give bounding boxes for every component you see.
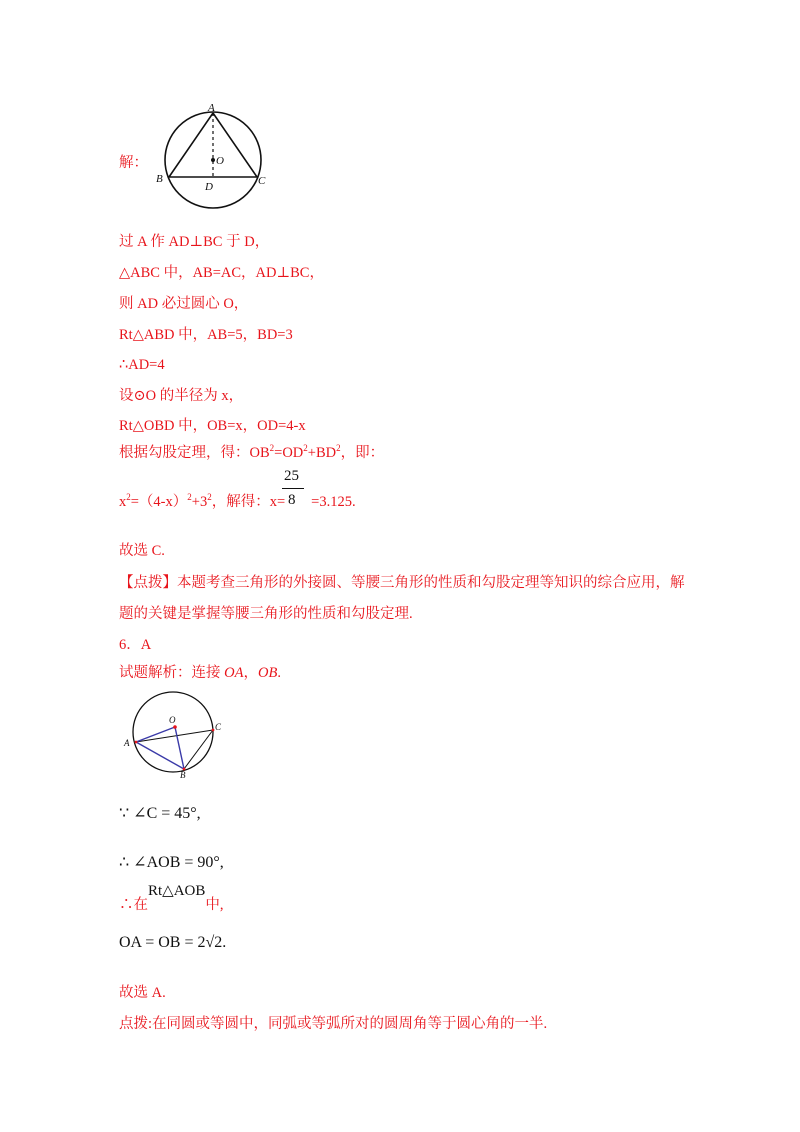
pythagoras-line: 根据勾股定理，得：$OB^2=OD^2+BD^2$，即： xyxy=(119,443,385,461)
comment-line-2: 题的关键是掌握等腰三角形的性质和勾股定理. xyxy=(119,606,413,622)
step-line: △ABC 中，AB=AC，AD⊥BC， xyxy=(119,265,324,281)
solve-line: $x^2=(4-x)^2+3^2$，解得：x= =3.125. xyxy=(119,492,356,510)
math-step-4: OA = OB = 2√2. xyxy=(119,934,227,951)
step-line: 过 A 作 AD⊥BC 于 D， xyxy=(119,234,270,250)
math-step-2: ∴ ∠AOB = 90°, xyxy=(119,854,224,871)
solution-label: 解： xyxy=(119,155,148,171)
label-c: C xyxy=(258,175,266,187)
step-line: Rt△OBD 中，OB=x，OD=4-x xyxy=(119,418,306,434)
circle-triangle-figure xyxy=(150,100,280,210)
label-b: B xyxy=(180,770,186,780)
step-line: Rt△ABD 中，AB=5，BD=3 xyxy=(119,327,293,343)
label-d: D xyxy=(205,181,213,193)
step-line: 设⊙O 的半径为 x， xyxy=(119,388,244,404)
fraction-numerator: 25 xyxy=(284,468,299,484)
question-number: 6．A xyxy=(119,637,152,653)
answer-a: 故选 A. xyxy=(119,985,166,1001)
analysis-line: 试题解析：连接 OA，OB. xyxy=(119,665,281,681)
comment-line: 点拨:在同圆或等圆中，同弧或等弧所对的圆周角等于圆心角的一半. xyxy=(119,1016,548,1032)
label-a: A xyxy=(124,738,130,748)
label-o: O xyxy=(169,715,176,725)
circle-angle-figure xyxy=(118,690,228,780)
label-a: A xyxy=(208,102,215,114)
step-line: ∴AD=4 xyxy=(119,357,165,373)
comment-line-1: 【点拨】本题考查三角形的外接圆、等腰三角形的性质和勾股定理等知识的综合应用，解 xyxy=(119,575,685,591)
fraction-denominator: 8 xyxy=(288,492,296,508)
math-step-3: ∴在Rt△AOB中, xyxy=(119,883,224,913)
label-o: O xyxy=(216,155,224,167)
math-step-1: ∵ ∠C = 45°, xyxy=(119,805,201,822)
answer-c: 故选 C. xyxy=(119,543,165,559)
label-b: B xyxy=(156,173,163,185)
label-c: C xyxy=(215,722,222,732)
fraction-bar xyxy=(282,488,304,489)
step-line: 则 AD 必过圆心 O， xyxy=(119,296,249,312)
